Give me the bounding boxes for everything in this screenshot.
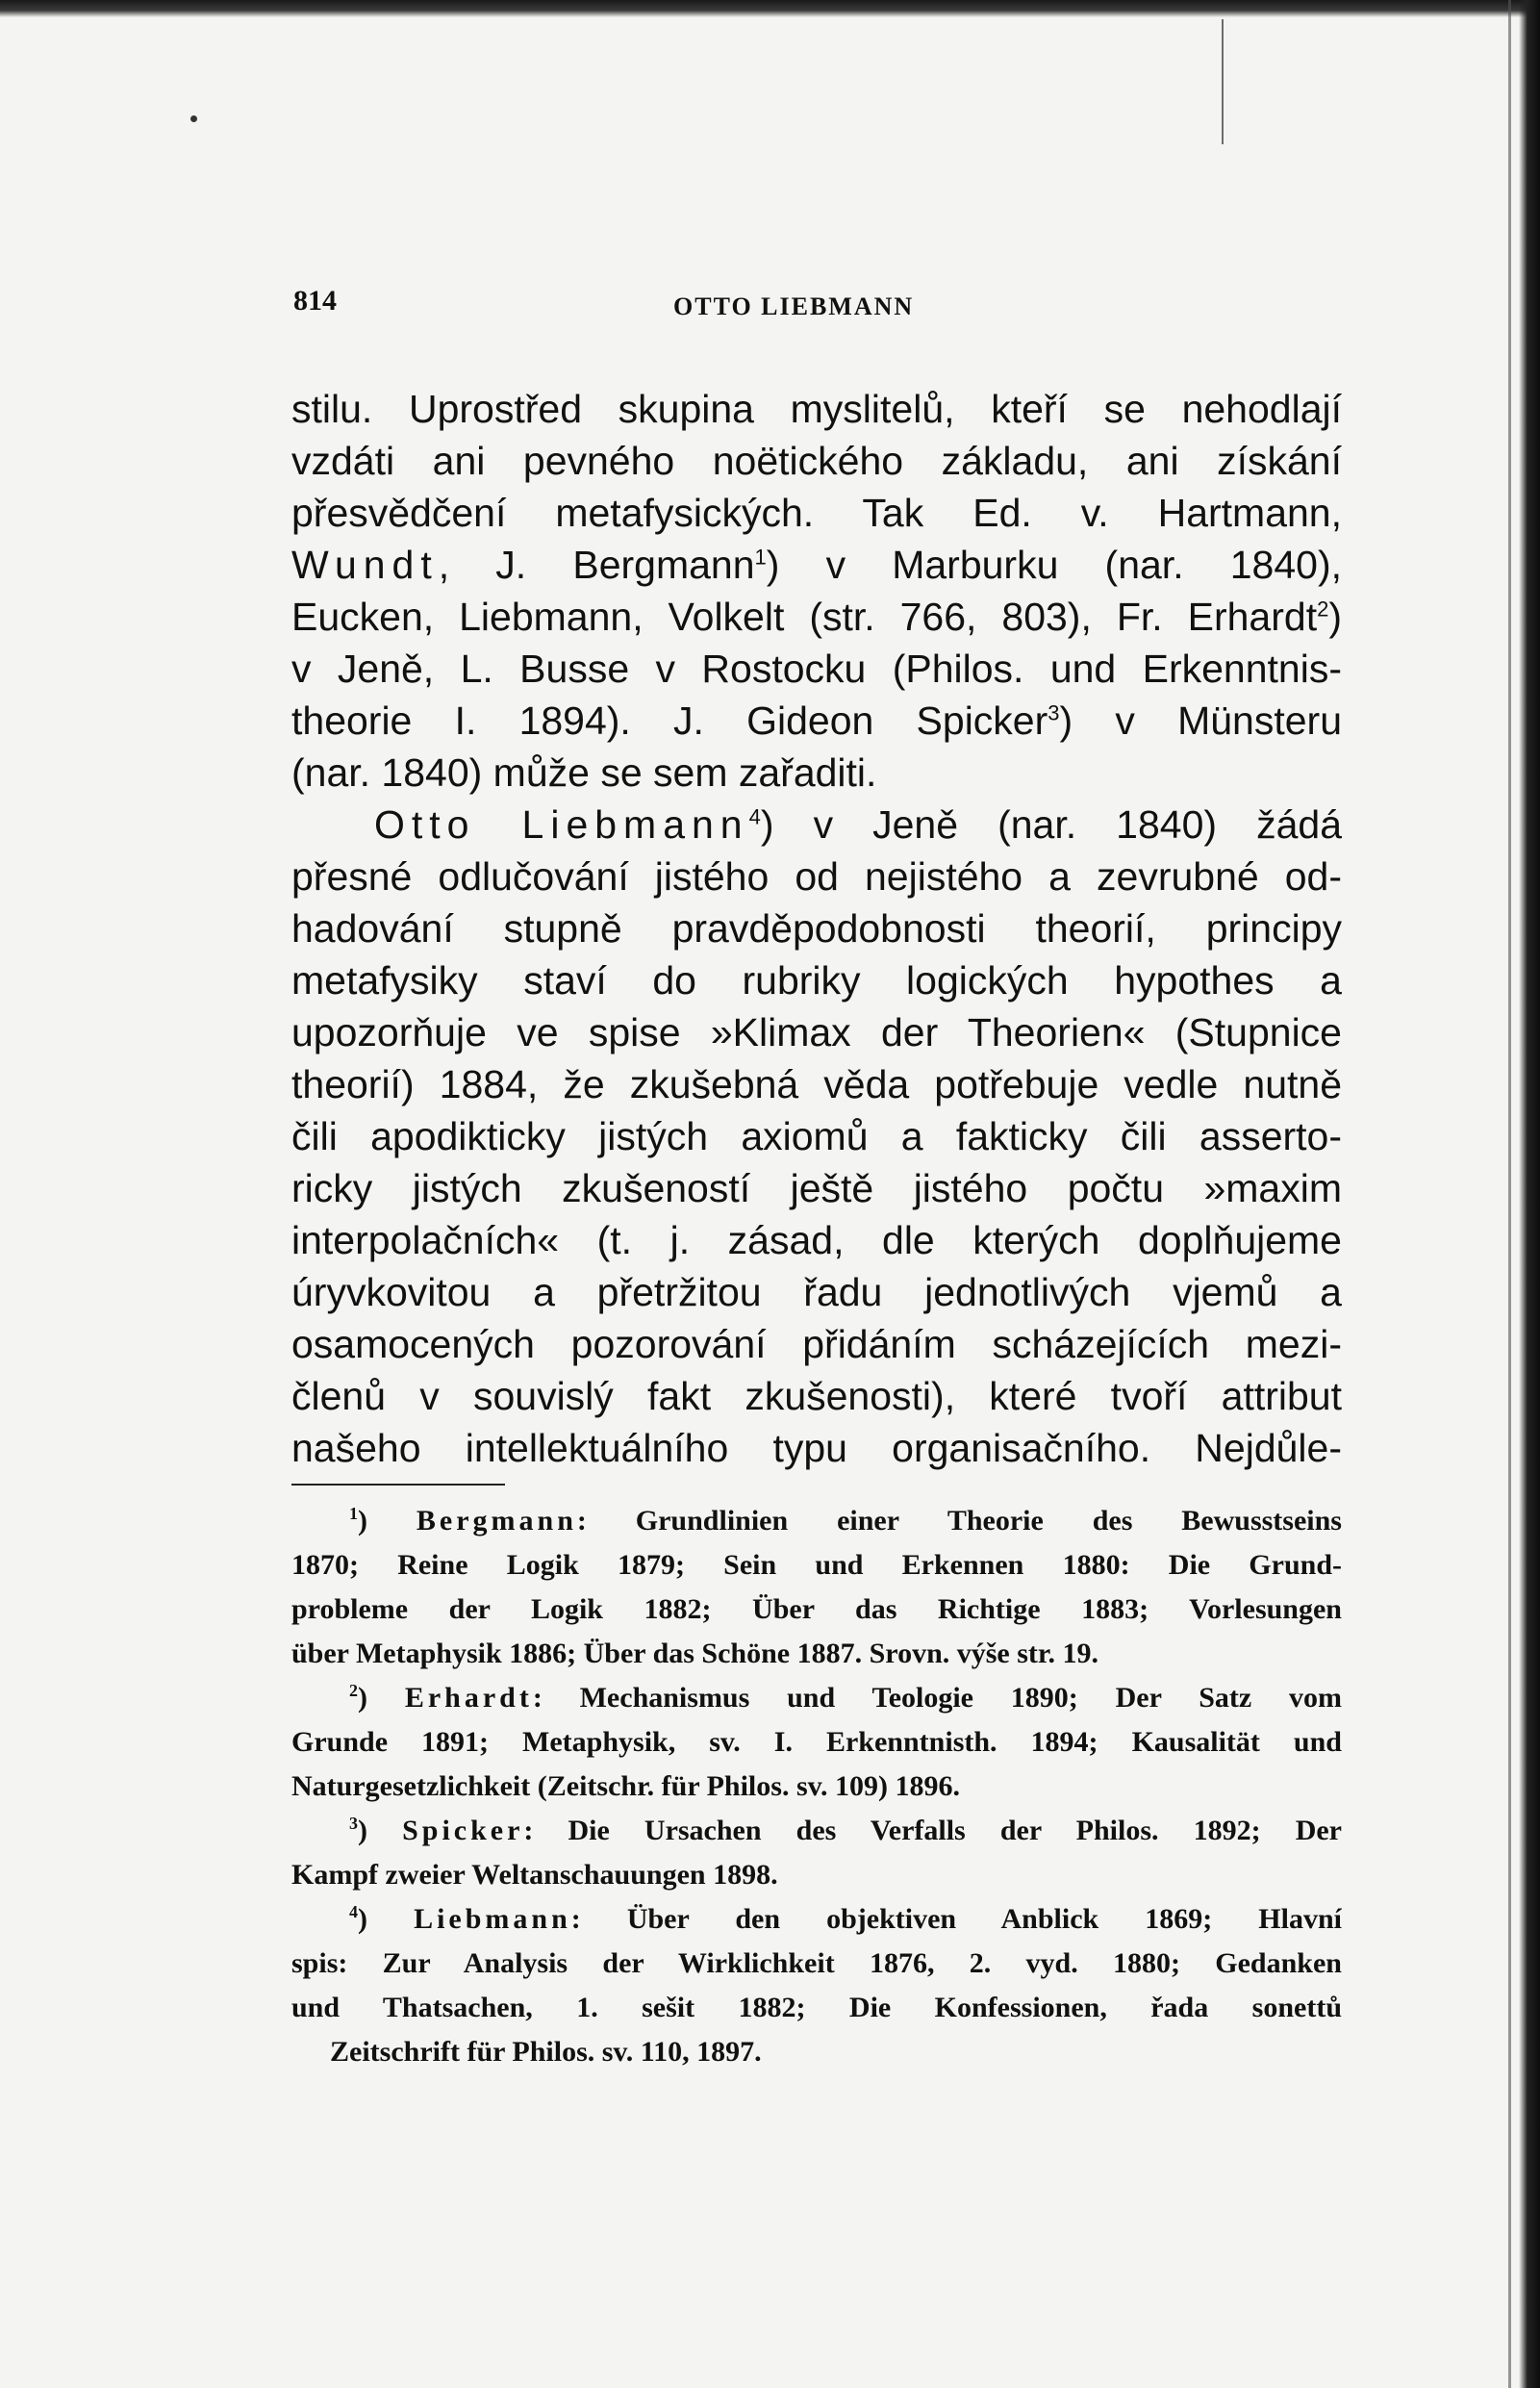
page-crease xyxy=(1222,19,1224,144)
footnote-mark: 2 xyxy=(349,1681,358,1700)
body-text xyxy=(291,383,1342,1474)
footnote-line: spis: Zur Analysis der Wirklichkeit 1876, 2. vyd. 1880; Gedanken xyxy=(291,1947,1342,1979)
page-header xyxy=(0,279,1540,327)
text-line: Eucken, Liebmann, Volkelt (str. 766, 803), Fr. Erhardt$^2$) xyxy=(291,595,1342,639)
text-line: našeho intellektuálního typu organisačního. Nejdůle- xyxy=(291,1426,1342,1470)
footnote-line: Grunde 1891; Metaphysik, sv. I. Erkenntnisth. 1894; Kausalität und xyxy=(291,1726,1342,1758)
text-line: theorie I. 1894). J. Gideon Spicker$^3$) v Münsteru xyxy=(291,699,1342,743)
text-line: stilu. Uprostřed skupina myslitelů, kteří se nehodlají xyxy=(291,387,1342,431)
footnote-mark: 1 xyxy=(349,1504,358,1523)
text-line: přesvědčení metafysických. Tak Ed. v. Hartmann, xyxy=(291,491,1342,535)
ink-speck xyxy=(190,115,197,122)
text-line: Otto Liebmann$^4$) v Jeně (nar. 1840) žádá xyxy=(374,802,1342,847)
text-line: v Jeně, L. Busse v Rostocku (Philos. und Erkenntnis- xyxy=(291,647,1342,691)
footnote-line: probleme der Logik 1882; Über das Richtige 1883; Vorlesungen xyxy=(291,1593,1342,1625)
running-head: OTTO LIEBMANN xyxy=(673,292,915,320)
text-line: Wundt, J. Bergmann$^1$) v Marburku (nar. 1840), xyxy=(291,543,1342,587)
footnote-line: Naturgesetzlichkeit (Zeitschr. für Philos. sv. 109) 1896. xyxy=(291,1770,960,1802)
footnote-mark: 4 xyxy=(349,1902,358,1921)
text-line: (nar. 1840) může se sem zařaditi. xyxy=(291,750,877,795)
text-line: metafysiky staví do rubriky logických hypothes a xyxy=(291,958,1342,1003)
footnote-line: und Thatsachen, 1. sešit 1882; Die Konfessionen, řada sonettů xyxy=(291,1992,1342,2023)
text-line: přesné odlučování jistého od nejistého a zevrubné od- xyxy=(291,854,1342,899)
text-line: upozorňuje ve spise »Klimax der Theorien« (Stupnice xyxy=(291,1010,1342,1054)
text-line: čili apodikticky jistých axiomů a fakticky čili asserto- xyxy=(291,1114,1342,1158)
footnote-3: $^3$) Spicker: Die Ursachen des Verfalls der Philos. 1892; Der xyxy=(349,1814,1342,1846)
footnote-line: 1870; Reine Logik 1879; Sein und Erkennen 1880: Die Grund- xyxy=(291,1549,1342,1581)
text-line: osamocených pozorování přidáním scházejících mezi- xyxy=(291,1322,1342,1366)
scan-edge-top xyxy=(0,0,1540,17)
footnote-1: $^1$) Bergmann: Grundlinien einer Theorie des Bewusstseins xyxy=(349,1504,1342,1537)
text-line: interpolačních« (t. j. zásad, dle kterých doplňujeme xyxy=(291,1218,1342,1262)
text-line: ricky jistých zkušeností ještě jistého počtu »maxim xyxy=(291,1166,1342,1210)
text-line: úryvkovitou a přetržitou řadu jednotlivých vjemů a xyxy=(291,1270,1342,1314)
text-line: vzdáti ani pevného noëtického základu, ani získání xyxy=(291,439,1342,483)
scan-edge-right xyxy=(1519,0,1540,2388)
footnote-2: $^2$) Erhardt: Mechanismus und Teologie 1890; Der Satz vom xyxy=(349,1681,1342,1714)
page-number: 814 xyxy=(293,285,337,317)
footnote-ref: 4 xyxy=(748,804,761,829)
footnote-ref: 2 xyxy=(1317,597,1329,622)
footnote-ref: 3 xyxy=(1048,700,1060,725)
footnote-line: über Metaphysik 1886; Über das Schöne 1887. Srovn. výše str. 19. xyxy=(291,1638,1098,1669)
text-line: hadování stupně pravděpodobnosti theorií, principy xyxy=(291,906,1342,951)
text-line: členů v souvislý fakt zkušenosti), které tvoří attribut xyxy=(291,1374,1342,1418)
scan-edge-line xyxy=(1508,0,1511,2388)
footnote-ref: 1 xyxy=(754,545,767,570)
footnote-line: Kampf zweier Weltanschauungen 1898. xyxy=(291,1859,778,1891)
footnote-mark: 3 xyxy=(349,1814,358,1833)
spaced-name: Otto Liebmann xyxy=(374,802,749,847)
spaced-name: Wundt xyxy=(291,543,439,587)
footnote-line: Zeitschrift für Philos. sv. 110, 1897. xyxy=(330,2036,762,2068)
footnote-4: $^4$) Liebmann: Über den objektiven Anblick 1869; Hlavní xyxy=(349,1902,1342,1935)
footnotes xyxy=(291,1499,1342,2074)
text-line: theorií) 1884, že zkušebná věda potřebuje vedle nutně xyxy=(291,1062,1342,1106)
footnote-rule xyxy=(291,1484,505,1486)
